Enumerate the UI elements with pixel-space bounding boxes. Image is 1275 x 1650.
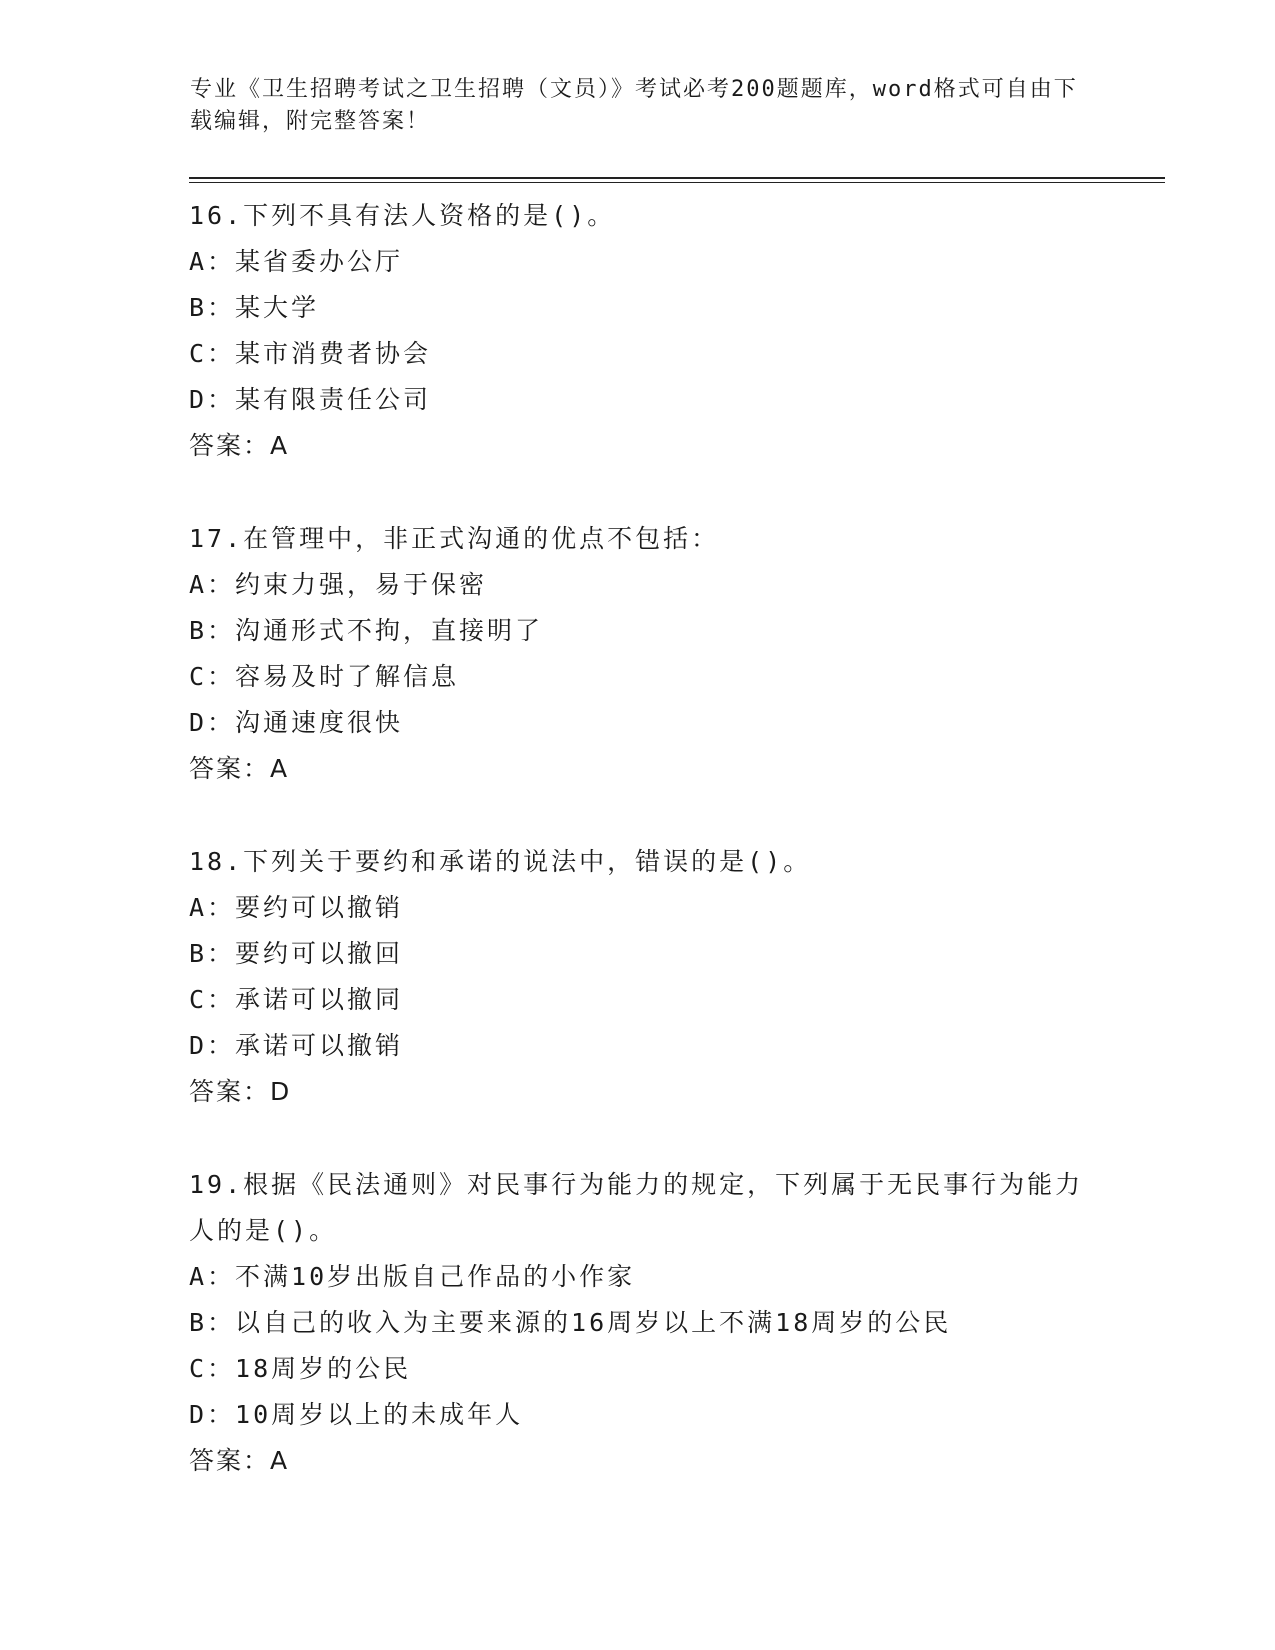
option-a: A：约束力强，易于保密	[189, 570, 488, 599]
question-stem: 18.下列关于要约和承诺的说法中，错误的是()。	[189, 847, 812, 876]
answer-line: 答案：A	[189, 431, 290, 460]
question-18	[189, 839, 1089, 1115]
question-stem: 17.在管理中，非正式沟通的优点不包括：	[189, 524, 720, 553]
option-b: B：要约可以撤回	[189, 939, 404, 968]
option-a: A：要约可以撤销	[189, 893, 404, 922]
option-d: D：某有限责任公司	[189, 385, 432, 414]
question-19	[189, 1162, 1089, 1484]
option-a: A：不满10岁出版自己作品的小作家	[189, 1262, 636, 1291]
header-divider-thin	[189, 182, 1165, 183]
option-b: B：沟通形式不拘，直接明了	[189, 616, 544, 645]
question-list	[189, 193, 1089, 1531]
option-d: D：沟通速度很快	[189, 708, 404, 737]
option-b: B：以自己的收入为主要来源的16周岁以上不满18周岁的公民	[189, 1308, 952, 1337]
option-c: C：承诺可以撤同	[189, 985, 404, 1014]
answer-line: 答案：A	[189, 1446, 290, 1475]
option-c: C：某市消费者协会	[189, 339, 432, 368]
option-d: D：10周岁以上的未成年人	[189, 1400, 524, 1429]
document-header: 专业《卫生招聘考试之卫生招聘（文员）》考试必考200题题库，word格式可自由下载编辑，附完整答案！	[190, 77, 1078, 134]
option-c: C：容易及时了解信息	[189, 662, 460, 691]
option-a: A：某省委办公厅	[189, 247, 404, 276]
option-b: B：某大学	[189, 293, 320, 322]
question-stem: 19.根据《民法通则》对民事行为能力的规定，下列属于无民事行为能力人的是()。	[189, 1170, 1084, 1245]
question-17	[189, 516, 1089, 792]
option-c: C：18周岁的公民	[189, 1354, 412, 1383]
question-stem: 16.下列不具有法人资格的是()。	[189, 201, 616, 230]
header-divider-thick	[189, 177, 1165, 179]
option-d: D：承诺可以撤销	[189, 1031, 404, 1060]
question-16	[189, 193, 1089, 469]
answer-line: 答案：A	[189, 754, 290, 783]
answer-line: 答案：D	[189, 1077, 292, 1106]
